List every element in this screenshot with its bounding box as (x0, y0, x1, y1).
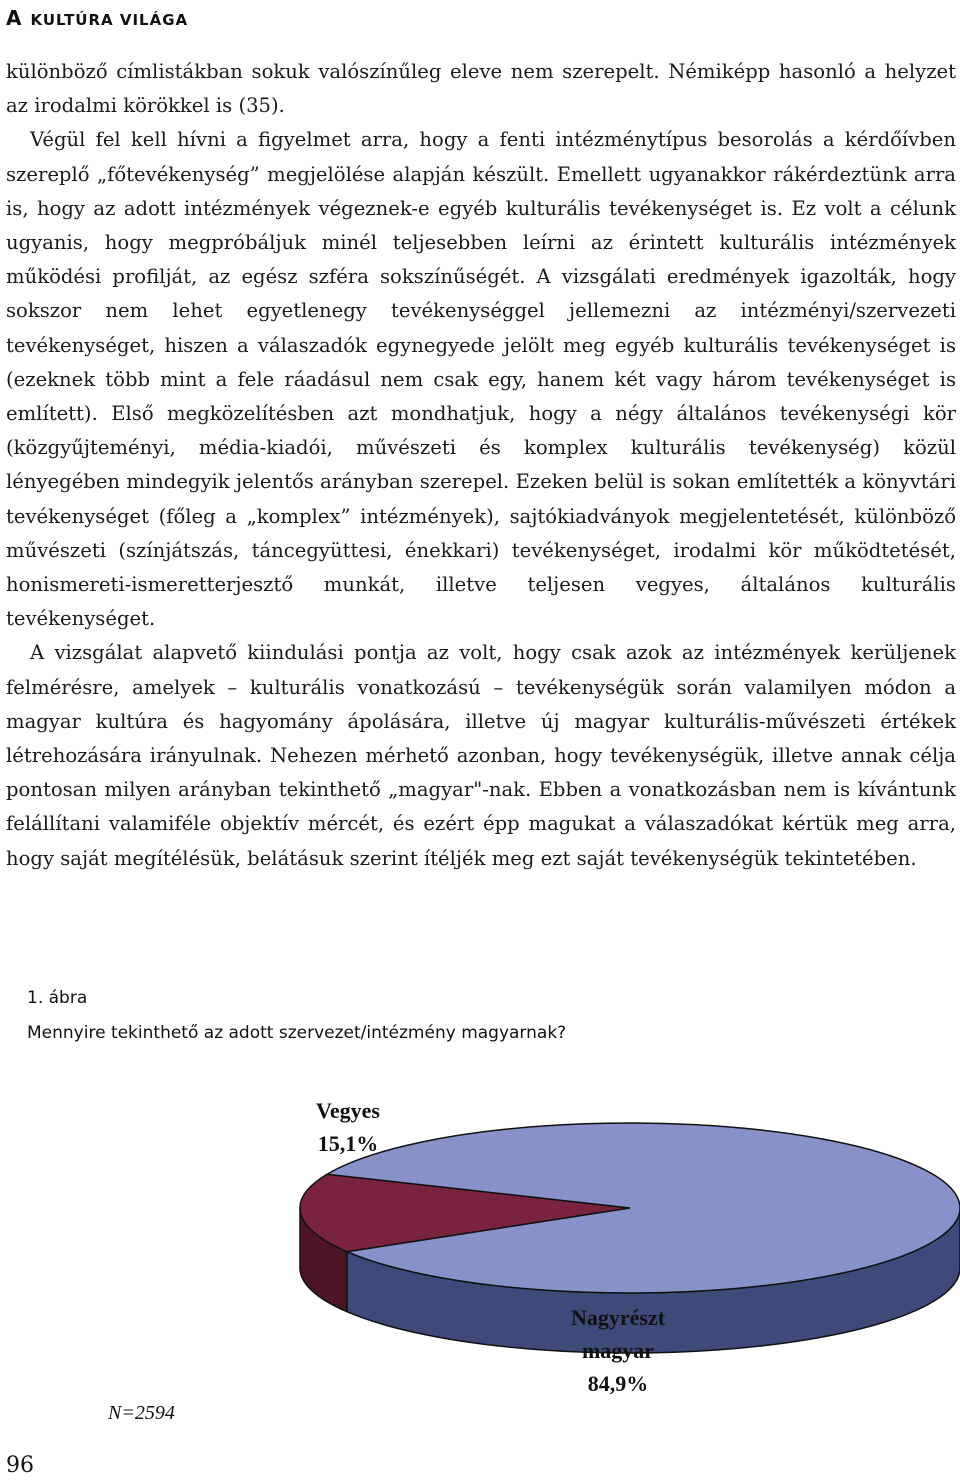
paragraph: A vizsgálat alapvető kiindulási pontja az volt, hogy csak azok az intézmények kerüljenek felmérésre, amelyek – kulturális vonatkozású – tevékenységük során valamilyen módon a magyar kultúra és hagyomány ápolására, illetve új magyar kulturális-művészeti értékek létrehozására irányulnak. Nehezen mérhető azonban, hogy tevékenységük, illetve annak célja pontosan milyen arányban tekinthető „magyar"-nak. Ebben a vonatkozásban nem is kívántunk felállítani valamiféle objektív mércét, és ezért épp magukat a válaszadókat kértük meg arra, hogy saját megítélésük, belátásuk szerint ítéljék meg ezt saját tevékenységük tekintetében. (6, 641, 956, 870)
body-text (6, 55, 956, 876)
paragraph: különböző címlistákban sokuk valószínűleg eleve nem szerepelt. Némiképp hasonló a helyzet az irodalmi körökkel is (35). (6, 60, 956, 118)
page-number: 96 (6, 1453, 34, 1478)
pie-slice-label: magyar (581, 1338, 655, 1363)
pie-slice-label: 84,9% (587, 1371, 649, 1396)
running-head-text: KULTÚRA VILÁGA (30, 11, 189, 29)
figure-title: Mennyire tekinthető az adott szervezet/intézmény magyarnak? (27, 1023, 567, 1043)
pie-slice-label: Vegyes (316, 1098, 380, 1123)
paragraph: Végül fel kell hívni a figyelmet arra, hogy a fenti intézménytípus besorolás a kérdőívben szereplő „főtevékenység” megjelölése alapján készült. Emellett ugyanakkor rákérdeztünk arra is, hogy az adott intézmények végeznek-e egyéb kulturális tevékenységet is. Ez volt a célunk ugyanis, hogy megpróbáljuk minél teljesebben leírni az érintett kulturális intézmények működési profilját, az egész szféra sokszínűségét. A vizsgálati eredmények igazolták, hogy sokszor nem lehet egyetlenegy tevékenységgel jellemezni az intézményi/szervezeti tevékenységet, hiszen a válaszadók egynegyede jelölt meg egyéb kulturális tevékenységet is (ezeknek több mint a fele ráadásul nem csak egy, hanem két vagy három tevékenységet is említett). Első megközelítésben azt mondhatjuk, hogy a négy általános tevékenységi kör (közgyűjteményi, média-kiadói, művészeti és komplex kulturális tevékenység) közül lényegében mindegyik jelentős arányban szerepel. Ezeken belül is sokan említették a könyvtári tevékenységet (főleg a „komplex” intézmények), sajtókiadványok megjelentetését, különböző művészeti (színjátszás, táncegyüttesi, énekkari) tevékenységet, irodalmi kör működtetését, honismereti-ismeretterjesztő munkát, illetve teljesen vegyes, általános kulturális tevékenységet. (6, 128, 956, 631)
pie-chart (0, 1060, 960, 1440)
running-head (6, 6, 188, 30)
pie-slice-label: Nagyrészt (570, 1305, 666, 1330)
running-head-initial: A (6, 6, 23, 30)
pie-tops (300, 1123, 960, 1293)
pie-slice-label: 15,1% (317, 1131, 379, 1156)
n-label: N=2594 (108, 1402, 175, 1424)
figure-label: 1. ábra (27, 988, 88, 1008)
